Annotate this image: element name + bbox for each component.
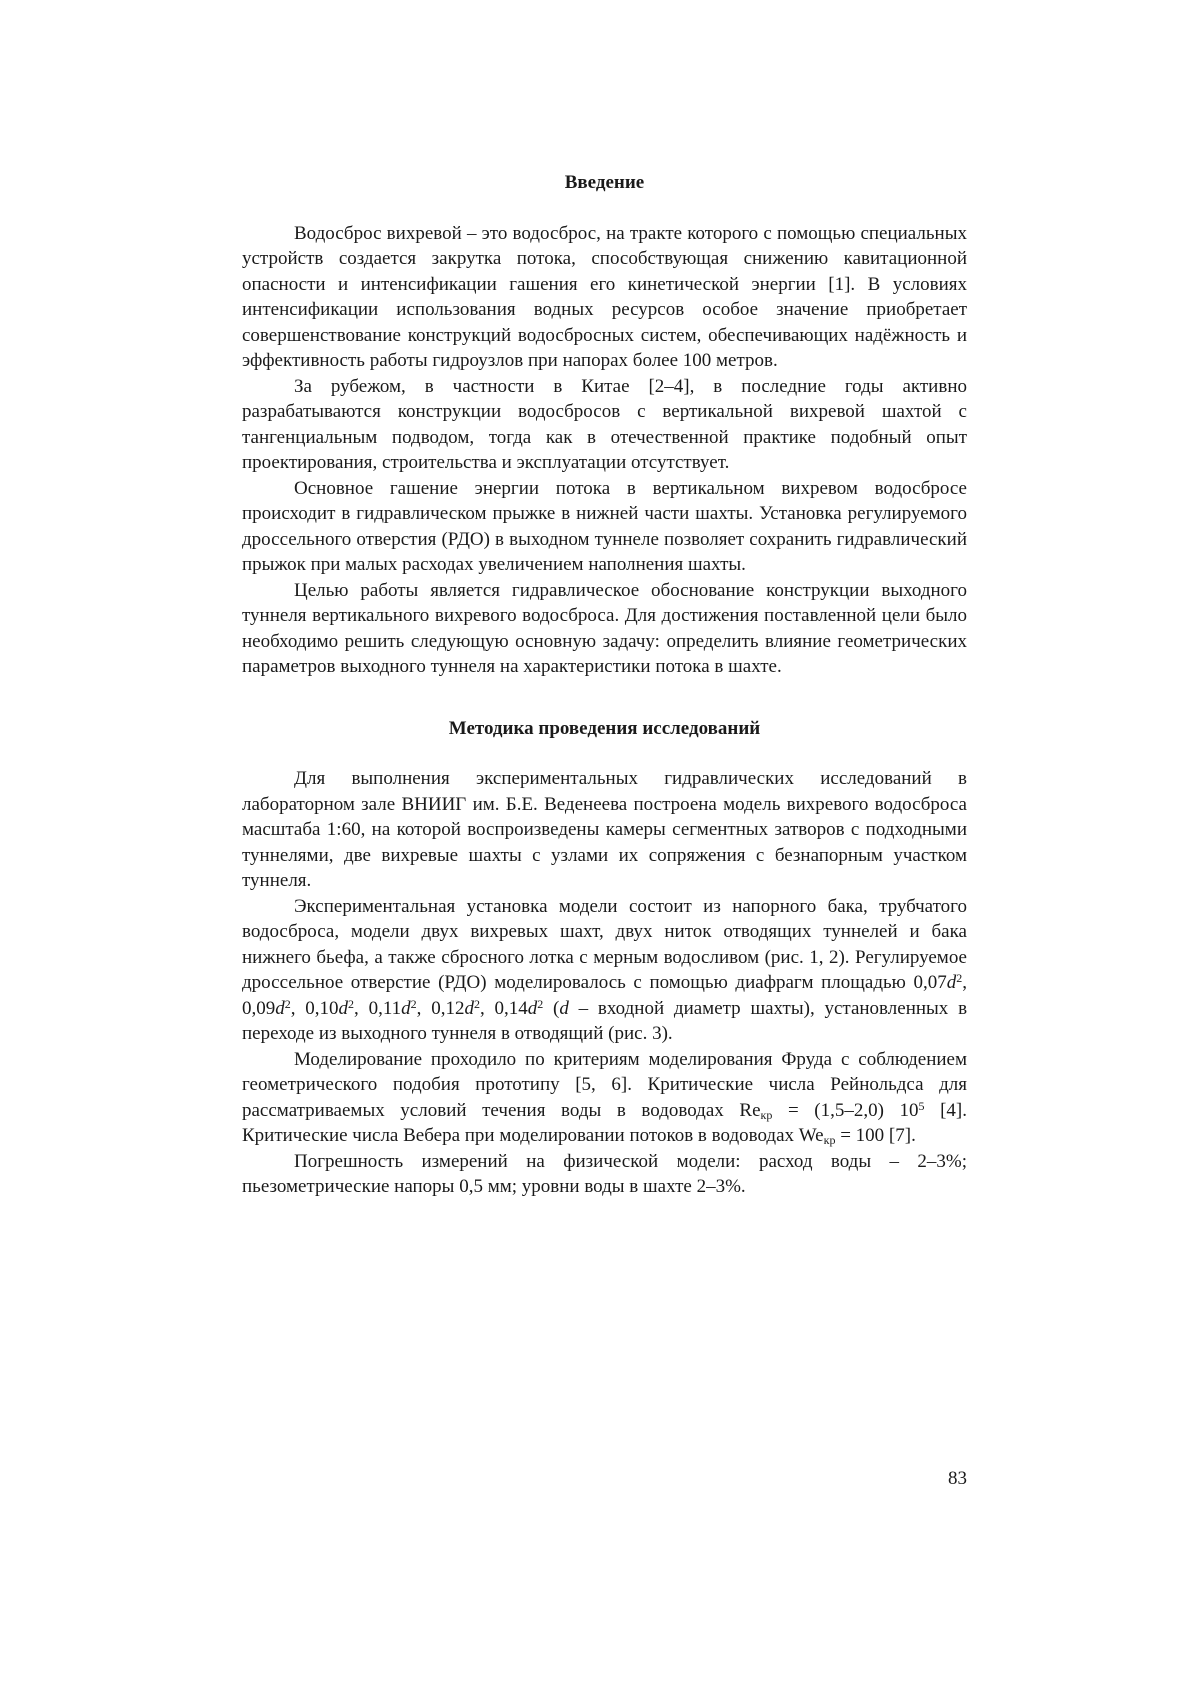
methodology-paragraph-3: Моделирование проходило по критериям моделирования Фруда с соблюдением геометрического подобия прототипу [5, 6]. Критические числа Рейнольдса для рассматриваемых условий течения воды в водоводах $Re_{кр} = (1,5-2,0)$ $10^5$ [4]. Критические числа Вебера при моделировании потоков в водоводах $We_{кр} = 100$ [7]. — [242, 1048, 967, 1147]
section-title-introduction: Введение — [564, 172, 645, 193]
area-term-1: $0,07d^2$ — [913, 971, 963, 993]
area-term-6: $0,14d^2$ — [494, 996, 544, 1019]
area-term-2: $0,09d^2$ — [242, 996, 291, 1019]
intro-paragraph-1: Водосброс вихревой – это водосброс, на тракте которого с помощью специальных устройств создается закрутка потока, способствующая снижению кавитационной опасности и интенсификации гашения его кинетической энергии [1]. В условиях интенсификации использования водных ресурсов особое значение приобретает совершенствование конструкций водосбросных систем, обеспечивающих надёжность и эффективность работы гидроузлов при напорах более 100 метров. — [242, 222, 967, 371]
diaphragm-text-end: – входной диаметр шахты), установленных в переходе из выходного туннеля в отводящий (рис. 3). — [242, 997, 968, 1044]
area-term-3: $0,10d^2$ — [305, 996, 355, 1019]
weber-symbol: $We_{кр}$ — [798, 1125, 836, 1147]
area-term-4: $0,11d^2$ — [368, 996, 417, 1019]
methodology-paragraph-1: Для выполнения экспериментальных гидравлических исследований в лабораторном зале ВНИИГ им. Б.Е. Веденеева построена модель вихревого водосброса масштаба 1:60, на которой воспроизведены камеры сегментных затворов с подходными туннелями, две вихревые шахты с узлами их сопряжения с безнапорным участком туннеля. — [242, 768, 967, 891]
methodology-paragraph-4: Погрешность измерений на физической модели: расход воды – 2–3%; пьезометрические напоры 0,5 мм; уровни воды в шахте 2–3%. — [242, 1150, 967, 1197]
intro-paragraph-2: За рубежом, в частности в Китае [2–4], в последние годы активно разрабатываются конструкции водосбросов с вертикальной вихревой шахтой с тангенциальным подводом, тогда как в отечественной практике подобный опыт проектирования, строительства и эксплуатации отсутствует. — [242, 375, 967, 473]
page-number: 83 — [948, 1468, 967, 1489]
intro-paragraph-3: Основное гашение энергии потока в вертикальном вихревом водосбросе происходит в гидравлическом прыжке в нижней части шахты. Установка регулируемого дроссельного отверстия (РДО) в выходном туннеле позволяет сохранить гидравлический прыжок при малых расходах увеличением наполнения шахты. — [242, 477, 967, 575]
reynolds-symbol: $Re_{кр}$ — [739, 1099, 773, 1122]
diameter-variable: d — [559, 997, 569, 1019]
area-term-5: $0,12d^2$ — [431, 996, 480, 1019]
section-title-methodology: Методика проведения исследований — [448, 717, 761, 739]
intro-paragraph-4: Целью работы является гидравлическое обоснование конструкции выходного туннеля вертикального вихревого водосброса. Для достижения поставленной цели было необходимо решить следующую основную задачу: определить влияние геометрических параметров выходного туннеля на характеристики потока в шахте. — [242, 579, 967, 677]
methodology-paragraph-2: Экспериментальная установка модели состоит из напорного бака, трубчатого водосброса, модели двух вихревых шахт, двух ниток отводящих туннелей и бака нижнего бьефа, а также сбросного лотка с мерным водосливом (рис. 1, 2). Регулируемое дроссельное отверстие (РДО) моделировалось с помощью диафрагм площадью $0,07d^2$, $0,09d^2$, $0,10d^2$, $0,11d^2$, $0,12d^2$, $0,14d^2$ (d – входной диаметр шахты), установленных в переходе из выходного туннеля в отводящий (рис. 3). — [242, 895, 968, 1044]
diaphragm-text-start: Экспериментальная установка модели состоит из напорного бака, трубчатого водосброса, модели двух вихревых шахт, двух ниток отводящих туннелей и бака нижнего бьефа, а также сбросного лотка с мерным водосливом (рис. 1, 2). Регулируемое дроссельное отверстие (РДО) моделировалось с помощью диафрагм площадью — [242, 895, 967, 993]
page-content — [242, 170, 967, 1200]
